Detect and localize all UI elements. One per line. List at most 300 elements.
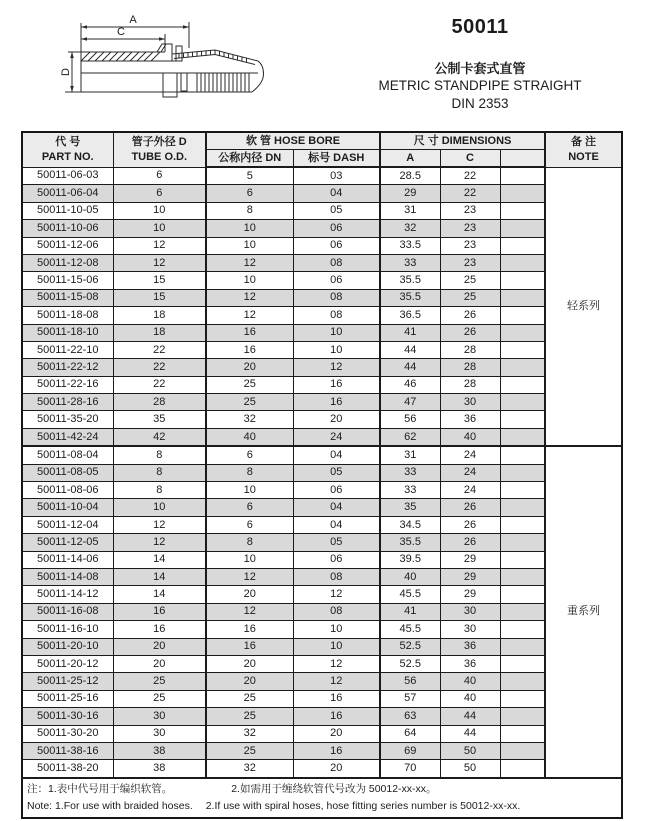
cell-tube-od: 12 <box>113 254 206 271</box>
cell-dim-blank <box>500 394 545 411</box>
cell-part-no: 50011-20-12 <box>22 655 113 672</box>
cell-hose-bore-dn: 12 <box>206 254 293 271</box>
cell-hose-bore-dn: 25 <box>206 742 293 759</box>
notes-row <box>22 778 622 818</box>
cell-tube-od: 16 <box>113 603 206 620</box>
standard-din: DIN 2353 <box>451 96 509 111</box>
cell-hose-bore-dash: 12 <box>293 586 380 603</box>
cell-hose-bore-dn: 5 <box>206 167 293 185</box>
cell-dim-c: 28 <box>440 359 500 376</box>
cell-hose-bore-dn: 16 <box>206 324 293 341</box>
cell-hose-bore-dn: 8 <box>206 534 293 551</box>
cell-tube-od: 14 <box>113 586 206 603</box>
cell-part-no: 50011-20-10 <box>22 638 113 655</box>
cell-tube-od: 20 <box>113 655 206 672</box>
cell-tube-od: 14 <box>113 551 206 568</box>
cell-tube-od: 38 <box>113 760 206 778</box>
table-row <box>22 621 622 638</box>
cell-part-no: 50011-12-08 <box>22 254 113 271</box>
cell-dim-a: 57 <box>380 690 440 707</box>
table-row <box>22 725 622 742</box>
cell-tube-od: 6 <box>113 167 206 185</box>
cell-part-no: 50011-16-08 <box>22 603 113 620</box>
cell-dim-a: 64 <box>380 725 440 742</box>
table-row <box>22 272 622 289</box>
cell-dim-c: 50 <box>440 742 500 759</box>
cell-hose-bore-dn: 40 <box>206 428 293 446</box>
cell-hose-bore-dn: 6 <box>206 446 293 464</box>
table-row <box>22 167 622 185</box>
cell-dim-c: 23 <box>440 254 500 271</box>
cell-dim-c: 26 <box>440 534 500 551</box>
table-row <box>22 307 622 324</box>
cell-part-no: 50011-18-08 <box>22 307 113 324</box>
cell-hose-bore-dn: 32 <box>206 725 293 742</box>
cell-dim-blank <box>500 655 545 672</box>
cell-hose-bore-dn: 6 <box>206 185 293 202</box>
table-row <box>22 499 622 516</box>
cell-hose-bore-dash: 08 <box>293 603 380 620</box>
cell-dim-c: 24 <box>440 464 500 481</box>
col-header-dim-blank <box>500 150 545 168</box>
cell-part-no: 50011-06-03 <box>22 167 113 185</box>
cell-tube-od: 22 <box>113 341 206 358</box>
cell-dim-a: 36.5 <box>380 307 440 324</box>
cell-dim-blank <box>500 359 545 376</box>
table-row <box>22 534 622 551</box>
cell-dim-blank <box>500 499 545 516</box>
cell-dim-a: 31 <box>380 446 440 464</box>
cell-dim-a: 33 <box>380 254 440 271</box>
cell-hose-bore-dash: 24 <box>293 428 380 446</box>
cell-hose-bore-dash: 06 <box>293 272 380 289</box>
cell-dim-a: 33.5 <box>380 237 440 254</box>
col-header-part-no <box>22 132 113 167</box>
col-header-note <box>545 132 622 167</box>
col-header-hose-bore-dash: 标号 DASH <box>293 150 380 168</box>
cell-dim-blank <box>500 551 545 568</box>
cell-dim-c: 36 <box>440 638 500 655</box>
cell-dim-blank <box>500 376 545 393</box>
cell-part-no: 50011-08-05 <box>22 464 113 481</box>
cell-dim-a: 28.5 <box>380 167 440 185</box>
cell-dim-a: 33 <box>380 482 440 499</box>
cell-part-no: 50011-22-16 <box>22 376 113 393</box>
cell-hose-bore-dash: 05 <box>293 464 380 481</box>
cell-dim-blank <box>500 185 545 202</box>
cell-hose-bore-dn: 16 <box>206 341 293 358</box>
cell-tube-od: 20 <box>113 638 206 655</box>
cell-hose-bore-dash: 16 <box>293 708 380 725</box>
note-line-en <box>23 798 621 815</box>
cell-tube-od: 8 <box>113 482 206 499</box>
cell-dim-a: 29 <box>380 185 440 202</box>
cell-part-no: 50011-42-24 <box>22 428 113 446</box>
table-row <box>22 516 622 533</box>
cell-dim-a: 63 <box>380 708 440 725</box>
cell-part-no: 50011-14-06 <box>22 551 113 568</box>
cell-tube-od: 25 <box>113 673 206 690</box>
cell-hose-bore-dash: 04 <box>293 185 380 202</box>
cell-part-no: 50011-30-20 <box>22 725 113 742</box>
dimension-a-label: A <box>129 14 137 26</box>
cell-dim-blank <box>500 638 545 655</box>
table-row <box>22 586 622 603</box>
cell-dim-c: 25 <box>440 272 500 289</box>
cell-dim-a: 39.5 <box>380 551 440 568</box>
cell-dim-c: 23 <box>440 237 500 254</box>
cell-dim-c: 25 <box>440 289 500 306</box>
cell-hose-bore-dn: 6 <box>206 516 293 533</box>
cell-tube-od: 10 <box>113 220 206 237</box>
cell-dim-c: 50 <box>440 760 500 778</box>
col-header-part-no-cn: 代 号 <box>55 135 81 148</box>
cell-tube-od: 42 <box>113 428 206 446</box>
cell-dim-blank <box>500 516 545 533</box>
note-line-cn <box>23 781 621 798</box>
cell-dim-c: 29 <box>440 568 500 585</box>
cell-dim-a: 35.5 <box>380 289 440 306</box>
cell-dim-a: 35 <box>380 499 440 516</box>
cell-dim-blank <box>500 708 545 725</box>
cell-dim-a: 52.5 <box>380 655 440 672</box>
cell-tube-od: 8 <box>113 464 206 481</box>
cell-dim-a: 44 <box>380 359 440 376</box>
table-row <box>22 655 622 672</box>
cell-dim-c: 28 <box>440 376 500 393</box>
product-title-cn: 公制卡套式直管 <box>434 61 526 76</box>
cell-dim-a: 46 <box>380 376 440 393</box>
table-row <box>22 341 622 358</box>
cell-tube-od: 8 <box>113 446 206 464</box>
cell-dim-a: 32 <box>380 220 440 237</box>
spec-table-body <box>22 167 622 778</box>
cell-tube-od: 25 <box>113 690 206 707</box>
cell-hose-bore-dn: 25 <box>206 394 293 411</box>
col-header-dim-a: A <box>380 150 440 168</box>
cell-dim-a: 45.5 <box>380 621 440 638</box>
table-row <box>22 603 622 620</box>
table-row <box>22 690 622 707</box>
cell-dim-a: 41 <box>380 324 440 341</box>
cell-tube-od: 30 <box>113 725 206 742</box>
cell-dim-blank <box>500 586 545 603</box>
table-row <box>22 202 622 219</box>
cell-hose-bore-dn: 10 <box>206 551 293 568</box>
cell-tube-od: 12 <box>113 516 206 533</box>
cell-hose-bore-dash: 08 <box>293 254 380 271</box>
cell-hose-bore-dash: 04 <box>293 499 380 516</box>
cell-dim-blank <box>500 482 545 499</box>
table-row <box>22 359 622 376</box>
cell-dim-a: 62 <box>380 428 440 446</box>
cell-hose-bore-dn: 32 <box>206 411 293 428</box>
col-group-dimensions: 尺 寸 DIMENSIONS <box>380 132 545 150</box>
cell-dim-c: 30 <box>440 603 500 620</box>
cell-hose-bore-dn: 8 <box>206 202 293 219</box>
cell-hose-bore-dash: 05 <box>293 534 380 551</box>
fitting-technical-drawing <box>45 10 275 122</box>
cell-dim-blank <box>500 464 545 481</box>
cell-hose-bore-dash: 06 <box>293 482 380 499</box>
cell-tube-od: 10 <box>113 499 206 516</box>
cell-hose-bore-dn: 25 <box>206 690 293 707</box>
table-row <box>22 446 622 464</box>
cell-hose-bore-dash: 06 <box>293 551 380 568</box>
cell-dim-a: 33 <box>380 464 440 481</box>
cell-dim-c: 40 <box>440 673 500 690</box>
col-header-hose-bore-dn: 公称内径 DN <box>206 150 293 168</box>
table-row <box>22 237 622 254</box>
cell-part-no: 50011-06-04 <box>22 185 113 202</box>
cell-hose-bore-dn: 20 <box>206 586 293 603</box>
cell-hose-bore-dash: 08 <box>293 568 380 585</box>
cell-tube-od: 12 <box>113 237 206 254</box>
cell-tube-od: 12 <box>113 534 206 551</box>
cell-part-no: 50011-18-10 <box>22 324 113 341</box>
cell-hose-bore-dn: 16 <box>206 621 293 638</box>
cell-hose-bore-dash: 20 <box>293 411 380 428</box>
cell-hose-bore-dash: 10 <box>293 638 380 655</box>
cell-part-no: 50011-22-10 <box>22 341 113 358</box>
cell-part-no: 50011-38-20 <box>22 760 113 778</box>
cell-part-no: 50011-14-12 <box>22 586 113 603</box>
cell-hose-bore-dn: 12 <box>206 568 293 585</box>
table-row <box>22 289 622 306</box>
spec-table <box>21 131 623 819</box>
cell-dim-c: 28 <box>440 341 500 358</box>
col-header-dim-c: C <box>440 150 500 168</box>
cell-part-no: 50011-08-04 <box>22 446 113 464</box>
table-row <box>22 324 622 341</box>
col-header-tube-od <box>113 132 206 167</box>
cell-dim-c: 29 <box>440 586 500 603</box>
cell-dim-blank <box>500 324 545 341</box>
cell-part-no: 50011-25-16 <box>22 690 113 707</box>
section-note: 轻系列 <box>545 167 622 446</box>
cell-dim-a: 34.5 <box>380 516 440 533</box>
note-en-2: 2.If use with spiral hoses, hose fitting series number is 50012-xx-xx. <box>205 799 521 812</box>
table-row <box>22 394 622 411</box>
cell-dim-blank <box>500 673 545 690</box>
cell-dim-blank <box>500 446 545 464</box>
cell-hose-bore-dash: 08 <box>293 289 380 306</box>
cell-hose-bore-dash: 16 <box>293 394 380 411</box>
cell-hose-bore-dash: 12 <box>293 655 380 672</box>
cell-hose-bore-dash: 10 <box>293 324 380 341</box>
cell-dim-blank <box>500 202 545 219</box>
cell-hose-bore-dn: 12 <box>206 603 293 620</box>
cell-dim-c: 22 <box>440 167 500 185</box>
cell-part-no: 50011-25-12 <box>22 673 113 690</box>
cell-hose-bore-dash: 06 <box>293 237 380 254</box>
cell-dim-c: 44 <box>440 708 500 725</box>
cell-dim-blank <box>500 725 545 742</box>
cell-hose-bore-dn: 12 <box>206 307 293 324</box>
cell-part-no: 50011-10-06 <box>22 220 113 237</box>
table-row <box>22 254 622 271</box>
cell-dim-a: 69 <box>380 742 440 759</box>
cell-dim-a: 44 <box>380 341 440 358</box>
cell-hose-bore-dn: 10 <box>206 482 293 499</box>
cell-tube-od: 10 <box>113 202 206 219</box>
cell-hose-bore-dn: 10 <box>206 220 293 237</box>
product-title-en: METRIC STANDPIPE STRAIGHT <box>378 78 582 93</box>
cell-tube-od: 14 <box>113 568 206 585</box>
table-row <box>22 673 622 690</box>
cell-hose-bore-dn: 20 <box>206 673 293 690</box>
cell-dim-c: 23 <box>440 220 500 237</box>
table-row <box>22 568 622 585</box>
cell-dim-a: 40 <box>380 568 440 585</box>
cell-hose-bore-dash: 16 <box>293 376 380 393</box>
cell-dim-blank <box>500 341 545 358</box>
dimension-d-label: D <box>60 68 72 76</box>
cell-dim-a: 35.5 <box>380 534 440 551</box>
cell-part-no: 50011-08-06 <box>22 482 113 499</box>
cell-dim-c: 29 <box>440 551 500 568</box>
cell-part-no: 50011-30-16 <box>22 708 113 725</box>
cell-dim-blank <box>500 237 545 254</box>
cell-part-no: 50011-28-16 <box>22 394 113 411</box>
cell-dim-blank <box>500 411 545 428</box>
col-header-note-cn: 备 注 <box>570 135 597 148</box>
cell-tube-od: 22 <box>113 359 206 376</box>
table-row <box>22 742 622 759</box>
cell-dim-blank <box>500 760 545 778</box>
cell-dim-a: 56 <box>380 411 440 428</box>
cell-hose-bore-dash: 10 <box>293 621 380 638</box>
cell-dim-c: 26 <box>440 324 500 341</box>
cell-hose-bore-dn: 12 <box>206 289 293 306</box>
cell-part-no: 50011-16-10 <box>22 621 113 638</box>
table-row <box>22 220 622 237</box>
cell-tube-od: 22 <box>113 376 206 393</box>
part-series-number: 50011 <box>451 16 509 38</box>
cell-part-no: 50011-14-08 <box>22 568 113 585</box>
cell-dim-c: 30 <box>440 394 500 411</box>
col-header-tube-od-en: TUBE O.D. <box>131 150 188 163</box>
table-row <box>22 464 622 481</box>
section-note: 重系列 <box>545 446 622 777</box>
cell-part-no: 50011-38-16 <box>22 742 113 759</box>
cell-dim-a: 56 <box>380 673 440 690</box>
cell-dim-a: 35.5 <box>380 272 440 289</box>
notes-cell <box>22 778 622 818</box>
cell-hose-bore-dash: 12 <box>293 359 380 376</box>
cell-dim-blank <box>500 220 545 237</box>
cell-dim-c: 40 <box>440 690 500 707</box>
cell-dim-blank <box>500 272 545 289</box>
cell-tube-od: 16 <box>113 621 206 638</box>
cell-hose-bore-dash: 06 <box>293 220 380 237</box>
cell-dim-c: 26 <box>440 516 500 533</box>
cell-part-no: 50011-15-06 <box>22 272 113 289</box>
title-block <box>330 16 630 113</box>
cell-hose-bore-dash: 03 <box>293 167 380 185</box>
cell-dim-blank <box>500 534 545 551</box>
cell-dim-blank <box>500 289 545 306</box>
note-en-1: Note: 1.For use with braided hoses. <box>27 799 193 812</box>
cell-dim-blank <box>500 254 545 271</box>
cell-tube-od: 18 <box>113 324 206 341</box>
cell-hose-bore-dash: 10 <box>293 341 380 358</box>
cell-dim-c: 24 <box>440 446 500 464</box>
table-row <box>22 760 622 778</box>
cell-hose-bore-dash: 16 <box>293 742 380 759</box>
cell-dim-c: 24 <box>440 482 500 499</box>
cell-hose-bore-dn: 10 <box>206 272 293 289</box>
cell-hose-bore-dn: 20 <box>206 655 293 672</box>
table-row <box>22 376 622 393</box>
cell-dim-c: 36 <box>440 411 500 428</box>
cell-dim-a: 41 <box>380 603 440 620</box>
cell-tube-od: 38 <box>113 742 206 759</box>
cell-tube-od: 35 <box>113 411 206 428</box>
table-row <box>22 638 622 655</box>
cell-hose-bore-dn: 25 <box>206 708 293 725</box>
cell-dim-c: 40 <box>440 428 500 446</box>
cell-dim-c: 44 <box>440 725 500 742</box>
cell-tube-od: 18 <box>113 307 206 324</box>
cell-dim-blank <box>500 621 545 638</box>
cell-part-no: 50011-12-04 <box>22 516 113 533</box>
cell-part-no: 50011-10-05 <box>22 202 113 219</box>
cell-dim-blank <box>500 742 545 759</box>
cell-dim-blank <box>500 603 545 620</box>
col-header-note-en: NOTE <box>568 150 599 163</box>
table-row <box>22 428 622 446</box>
cell-dim-a: 52.5 <box>380 638 440 655</box>
cell-hose-bore-dn: 20 <box>206 359 293 376</box>
cell-dim-c: 26 <box>440 499 500 516</box>
cell-part-no: 50011-12-06 <box>22 237 113 254</box>
cell-hose-bore-dash: 04 <box>293 446 380 464</box>
cell-hose-bore-dash: 08 <box>293 307 380 324</box>
cell-dim-c: 23 <box>440 202 500 219</box>
cell-dim-blank <box>500 428 545 446</box>
cell-dim-blank <box>500 568 545 585</box>
table-row <box>22 708 622 725</box>
col-group-hose-bore: 软 管 HOSE BORE <box>206 132 380 150</box>
cell-hose-bore-dash: 16 <box>293 690 380 707</box>
cell-dim-c: 22 <box>440 185 500 202</box>
cell-tube-od: 15 <box>113 272 206 289</box>
cell-dim-c: 30 <box>440 621 500 638</box>
cell-dim-blank <box>500 690 545 707</box>
col-header-part-no-en: PART NO. <box>41 150 94 163</box>
cell-hose-bore-dn: 6 <box>206 499 293 516</box>
cell-dim-c: 36 <box>440 655 500 672</box>
table-row <box>22 551 622 568</box>
cell-hose-bore-dn: 25 <box>206 376 293 393</box>
cell-dim-a: 31 <box>380 202 440 219</box>
cell-hose-bore-dn: 32 <box>206 760 293 778</box>
cell-dim-a: 47 <box>380 394 440 411</box>
cell-hose-bore-dash: 05 <box>293 202 380 219</box>
cell-tube-od: 28 <box>113 394 206 411</box>
col-header-tube-od-cn: 管子外径 D <box>131 135 187 148</box>
cell-hose-bore-dn: 10 <box>206 237 293 254</box>
cell-hose-bore-dn: 8 <box>206 464 293 481</box>
table-row <box>22 411 622 428</box>
cell-dim-c: 26 <box>440 307 500 324</box>
cell-tube-od: 15 <box>113 289 206 306</box>
dimension-c-label: C <box>117 26 125 38</box>
cell-hose-bore-dn: 16 <box>206 638 293 655</box>
note-cn-2: 2.如需用于缠绕软管代号改为 50012-xx-xx。 <box>231 782 437 795</box>
cell-part-no: 50011-10-04 <box>22 499 113 516</box>
